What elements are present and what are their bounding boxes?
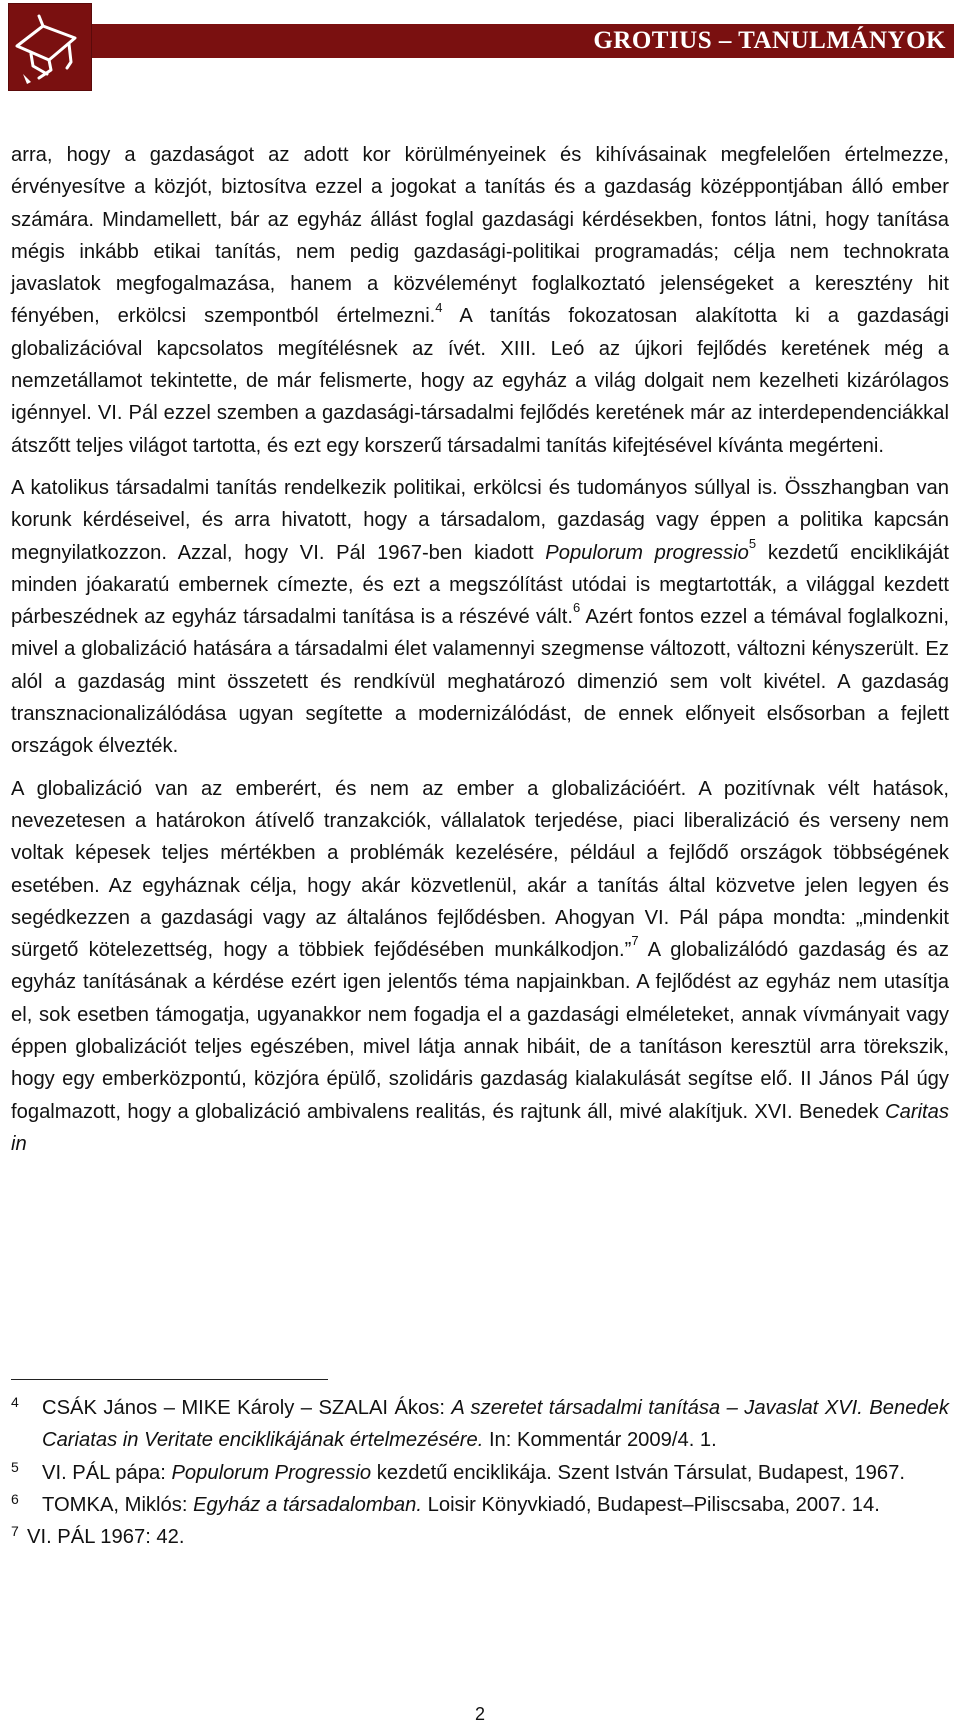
main-text bbox=[11, 139, 949, 1170]
footnote-ref[interactable]: 6 bbox=[573, 600, 581, 616]
footnote-ref[interactable]: 5 bbox=[748, 535, 757, 551]
footnote-number: 4 bbox=[11, 1394, 19, 1410]
footnote-text: CSÁK János – MIKE Károly – SZALAI Ákos: bbox=[42, 1397, 452, 1419]
footnotes bbox=[11, 1392, 949, 1553]
footnote-text: kezdetű enciklikája. Szent István Társulat, Budapest, 1967. bbox=[371, 1461, 905, 1484]
footnote-ref[interactable]: 7 bbox=[631, 933, 639, 949]
footnote-ref[interactable]: 4 bbox=[435, 299, 443, 315]
footnote-6 bbox=[11, 1489, 949, 1521]
footnote-italic: Populorum Progressio bbox=[171, 1461, 372, 1484]
logo bbox=[8, 3, 92, 91]
paragraph-text: A katolikus társadalmi tanítás rendelkezik politikai, erkölcsi és tudományos súllyal is. Összhangban van korunk kérdéseivel, és arra hivatott, hogy a társadalom, gazdaság vagy éppen a politika kapcsán megnyilatkozzon. Azzal, hogy VI. Pál 1967-ben kiadott bbox=[11, 476, 949, 564]
journal-title: GROTIUS – TANULMÁNYOK bbox=[593, 27, 946, 54]
footnote-divider bbox=[11, 1379, 328, 1380]
footnote-text: In: Kommentár 2009/4. 1. bbox=[483, 1429, 717, 1452]
paragraph-text: kezdetű enciklikáját minden jóakaratú embernek címezte, és ezt a megszólítást utódai is megtartották, a világgal kezdett párbeszédnek az egyház társadalmi tanítása is a részévé vált. bbox=[11, 541, 949, 629]
encyclical-title: Populorum progressio bbox=[545, 541, 749, 564]
paragraph-text: A globalizáció van az emberért, és nem az ember a globalizációért. A pozitívnak vélt hatások, nevezetesen a határokon átívelő tranzakciók, vállalatok terjedése, piaci liberalizáció és verseny nem voltak képesek teljes mértékben a problémák kezelésére, például a fejlődő országok többségének esetében. Az egyháznak célja, hogy akár közvetlenül, akár a tanítás által közvetve jelen legyen és segédkezzen a gazdasági vagy az általános fejlődésben. Ahogyan VI. Pál pápa mondta: „mindenkit sürgető kötelezettség, hogy a többiek fejődésében munkálkodjon.” bbox=[11, 777, 949, 962]
footnote-italic: A szeretet társadalmi tanítása – Javaslat XVI. Benedek Cariatas in Veritate enciklikájának értelmezésére. bbox=[42, 1397, 949, 1452]
footnote-italic: Egyház a társadalomban. bbox=[193, 1493, 422, 1516]
footnote-5 bbox=[11, 1457, 949, 1489]
paragraph-text: A globalizálódó gazdaság és az egyház tanításának a kérdése ezért igen jelentős téma napjainkban. A fejlődést az egyház nem utasítja el, sok esetben támogatja, ugyanakkor nem fogadja el a gazdasági elméleteket, annak vívmányait vagy éppen globalizációt teljes egészében, mivel látja annak hibáit, de a tanításon keresztül arra törekszik, hogy egy emberközpontú, közjóra épülő, szolidáris gazdaság kialakulását segítse elő. II János Pál úgy fogalmazott, hogy a globalizáció ambivalens realitás, és rajtunk áll, mivé alakítjuk. XVI. Benedek bbox=[11, 939, 949, 1123]
footnote-text: VI. PÁL 1967: 42. bbox=[27, 1526, 185, 1549]
mortarboard-logo-icon bbox=[9, 4, 91, 90]
footnote-text: VI. PÁL pápa: bbox=[42, 1461, 172, 1484]
footnote-text: TOMKA, Miklós: bbox=[42, 1493, 194, 1516]
footnote-7 bbox=[11, 1521, 949, 1553]
paragraph-text: arra, hogy a gazdaságot az adott kor körülményeinek és kihívásainak megfelelően értelmezze, érvényesítve a közjót, biztosítva ezzel a jogokat a tanítás és a gazdaság középpontjában álló ember számára. Mindamellett, bár az egyház állást foglal gazdasági kérdésekben, fontos látni, hogy tanítása mégis inkább etikai tanítás, nem pedig gazdasági-politikai programadás; célja nem technokrata javaslatok megfogalmazása, hanem a közvéleményt foglalkoztató jelenségeket a keresztény hit fényében, erkölcsi szempontból értelmezni. bbox=[11, 144, 949, 328]
paragraph-2 bbox=[11, 472, 949, 763]
paragraph-text: A tanítás fokozatosan alakította ki a gazdasági globalizációval kapcsolatos megítélésnek az ívét. XIII. Leó az újkori fejlődés keretének még a nemzetállamot tekintette, de már felismerte, hogy az egyház a világ dolgait nem kezelheti kizárólagos igénnyel. VI. Pál ezzel szemben a gazdasági-társadalmi fejlődés keretének már az interdependenciákkal átszőtt teljes világot tartotta, és ezt egy korszerű társadalmi tanítás kifejtésével kívánta megérteni. bbox=[11, 305, 949, 457]
paragraph-1 bbox=[11, 139, 949, 462]
encyclical-title: Caritas in bbox=[11, 1100, 949, 1155]
page-number: 2 bbox=[474, 1704, 485, 1724]
footnote-number: 5 bbox=[11, 1458, 19, 1475]
footnote-4 bbox=[11, 1392, 949, 1457]
footnote-number: 7 bbox=[11, 1523, 19, 1540]
paragraph-3 bbox=[11, 773, 949, 1161]
paragraph-text: Azért fontos ezzel a témával foglalkozni, mivel a globalizáció hatására a társadalmi élet valamennyi szegmense változott, változni kényszerült. Ez alól a gazdaság mint összetett és rendkívül meghatározó dimenzió sem volt kivétel. A gazdaság transznacionalizálódása ugyan segítette a modernizálódást, de ennek előnyeit elsősorban a fejlett országok élvezték. bbox=[11, 606, 950, 758]
footnote-text: Loisir Könyvkiadó, Budapest–Piliscsaba, 2007. 14. bbox=[422, 1493, 880, 1516]
page-header bbox=[0, 0, 960, 92]
footnote-number: 6 bbox=[11, 1490, 19, 1507]
header-banner bbox=[92, 24, 954, 58]
